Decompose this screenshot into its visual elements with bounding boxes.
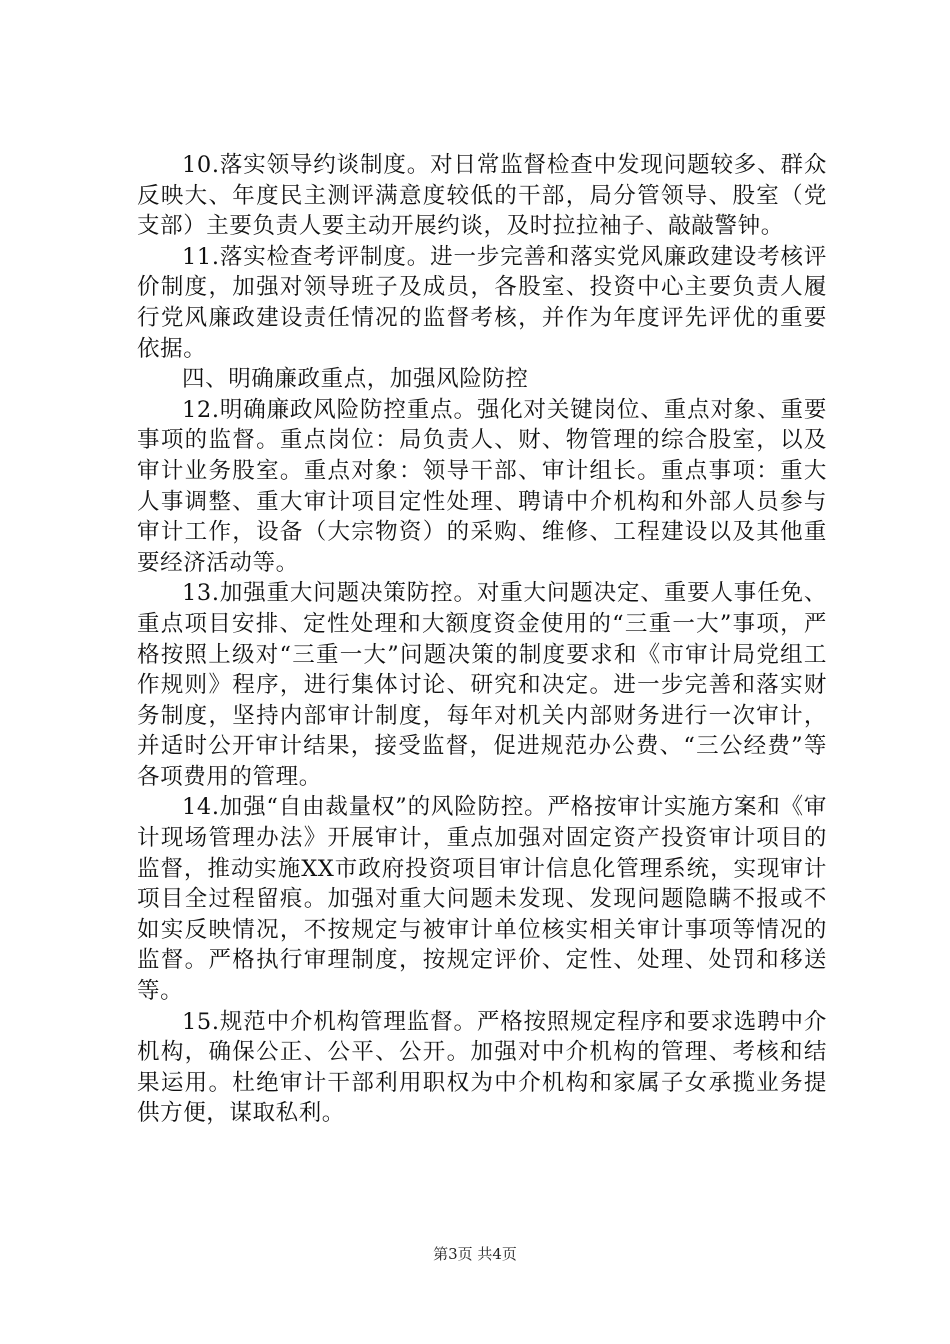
page-footer: 第3页 共4页 — [433, 1245, 517, 1263]
paragraph-14-discretion-risk-control: 14.加强“自由裁量权”的风险防控。严格按审计实施方案和《审计现场管理办法》开展审计，重点加强对固定资产投资审计项目的监督，推动实施XX市政府投资项目审计信息化管理系统，实现审计项目全过程留痕。加强对重大问题未发现、发现问题隐瞒不报或不如实反映情况，不按规定与被审计单位核实相关审计事项等情况的监督。严格执行审理制度，按规定评价、定性、处理、处罚和移送等。 — [137, 794, 827, 1005]
paragraph-13-major-decision-control: 13.加强重大问题决策防控。对重大问题决定、重要人事任免、重点项目安排、定性处理和大额度资金使用的“三重一大”事项，严格按照上级对“三重一大”问题决策的制度要求和《市审计局党组工作规则》程序，进行集体讨论、研究和决定。进一步完善和落实财务制度，坚持内部审计制度，每年对机关内部财务进行一次审计，并适时公开审计结果，接受监督，促进规范办公费、“三公经费”等各项费用的管理。 — [137, 580, 827, 790]
paragraph-12-risk-control-focus: 12.明确廉政风险防控重点。强化对关键岗位、重点对象、重要事项的监督。重点岗位：局负责人、财、物管理的综合股室，以及审计业务股室。重点对象：领导干部、审计组长。重点事项：重大人事调整、重大审计项目定性处理、聘请中介机构和外部人员参与审计工作，设备（大宗物资）的采购、维修、工程建设以及其他重要经济活动等。 — [137, 396, 827, 576]
document-body — [137, 150, 827, 1129]
paragraph-10-interview-system: 10.落实领导约谈制度。对日常监督检查中发现问题较多、群众反映大、年度民主测评满意度较低的干部，局分管领导、股室（党支部）主要负责人要主动开展约谈，及时拉拉袖子、敲敲警钟。 — [137, 152, 827, 240]
section-heading-four: 四、明确廉政重点，加强风险防控 — [182, 366, 529, 393]
paragraph-15-intermediary-supervision: 15.规范中介机构管理监督。严格按照规定程序和要求选聘中介机构，确保公正、公平、公开。加强对中介机构的管理、考核和结果运用。杜绝审计干部利用职权为中介机构和家属子女承揽业务提供方便，谋取私利。 — [137, 1008, 827, 1127]
paragraph-11-inspection-evaluation: 11.落实检查考评制度。进一步完善和落实党风廉政建设考核评价制度，加强对领导班子及成员，各股室、投资中心主要负责人履行党风廉政建设责任情况的监督考核，并作为年度评先评优的重要依据。 — [137, 243, 827, 362]
